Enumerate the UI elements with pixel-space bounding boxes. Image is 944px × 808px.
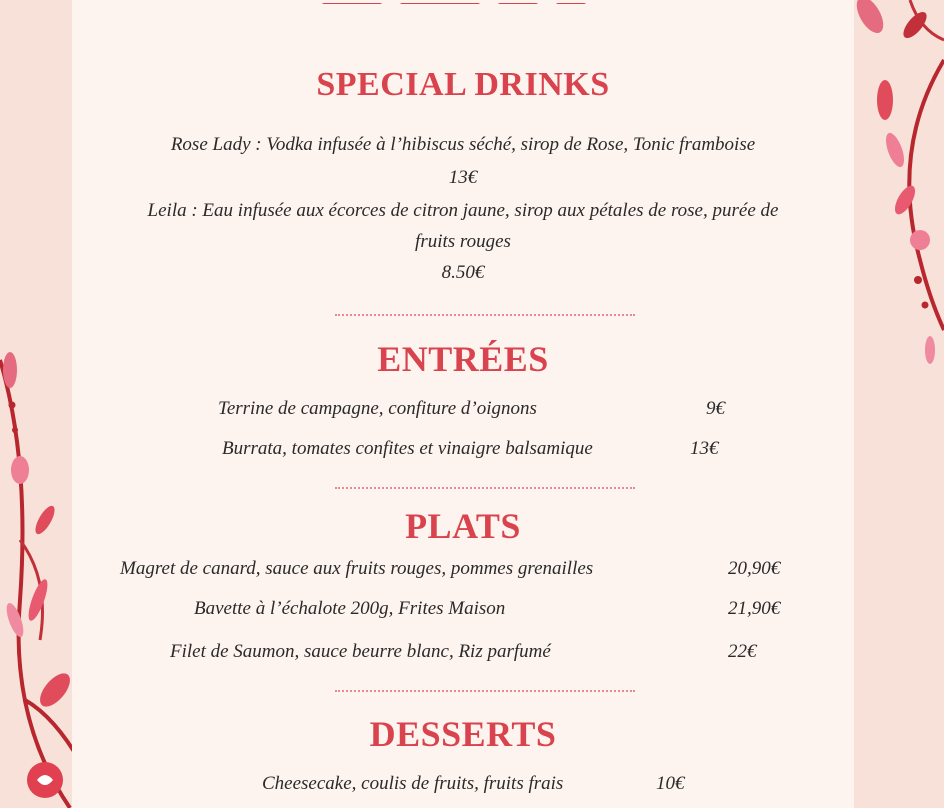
section-divider (335, 314, 635, 316)
section-divider (335, 690, 635, 692)
menu-item-price: 21,90€ (728, 598, 781, 619)
leila-description-line2: fruits rouges (415, 231, 511, 252)
menu-item-price: 9€ (706, 398, 725, 419)
menu-item-price: 10€ (656, 773, 685, 794)
menu-item-price: 20,90€ (728, 558, 781, 579)
menu-item-name: Burrata, tomates confites et vinaigre balsamique (222, 438, 593, 459)
leila-price: 8.50€ (441, 262, 485, 283)
menu-item-name: Terrine de campagne, confiture d’oignons (218, 398, 537, 419)
rose-lady-price: 13€ (448, 167, 478, 188)
menu-item-price: 22€ (728, 641, 757, 662)
floral-decoration-right-icon (850, 0, 944, 370)
entrees-title: ENTRÉES (377, 339, 549, 379)
section-divider (335, 487, 635, 489)
menu-item-name: Magret de canard, sauce aux fruits rouges, pommes grenailles (120, 558, 594, 579)
menu-card (72, 0, 854, 808)
menu-item-name: Bavette à l’échalote 200g, Frites Maison (194, 598, 506, 619)
special-drinks-title: SPECIAL DRINKS (316, 66, 610, 103)
menu-item-price: 13€ (690, 438, 719, 459)
plats-title: PLATS (405, 506, 521, 546)
rose-lady-description: Rose Lady : Vodka infusée à l’hibiscus séché, sirop de Rose, Tonic framboise (170, 134, 756, 155)
desserts-title: DESSERTS (369, 714, 557, 754)
menu-item-name: Cheesecake, coulis de fruits, fruits frais (262, 773, 564, 794)
cropped-heading-fragment (322, 0, 612, 4)
leila-description-line1: Leila : Eau infusée aux écorces de citron jaune, sirop aux pétales de rose, purée de (147, 200, 779, 221)
menu-item-name: Filet de Saumon, sauce beurre blanc, Riz parfumé (170, 641, 551, 662)
